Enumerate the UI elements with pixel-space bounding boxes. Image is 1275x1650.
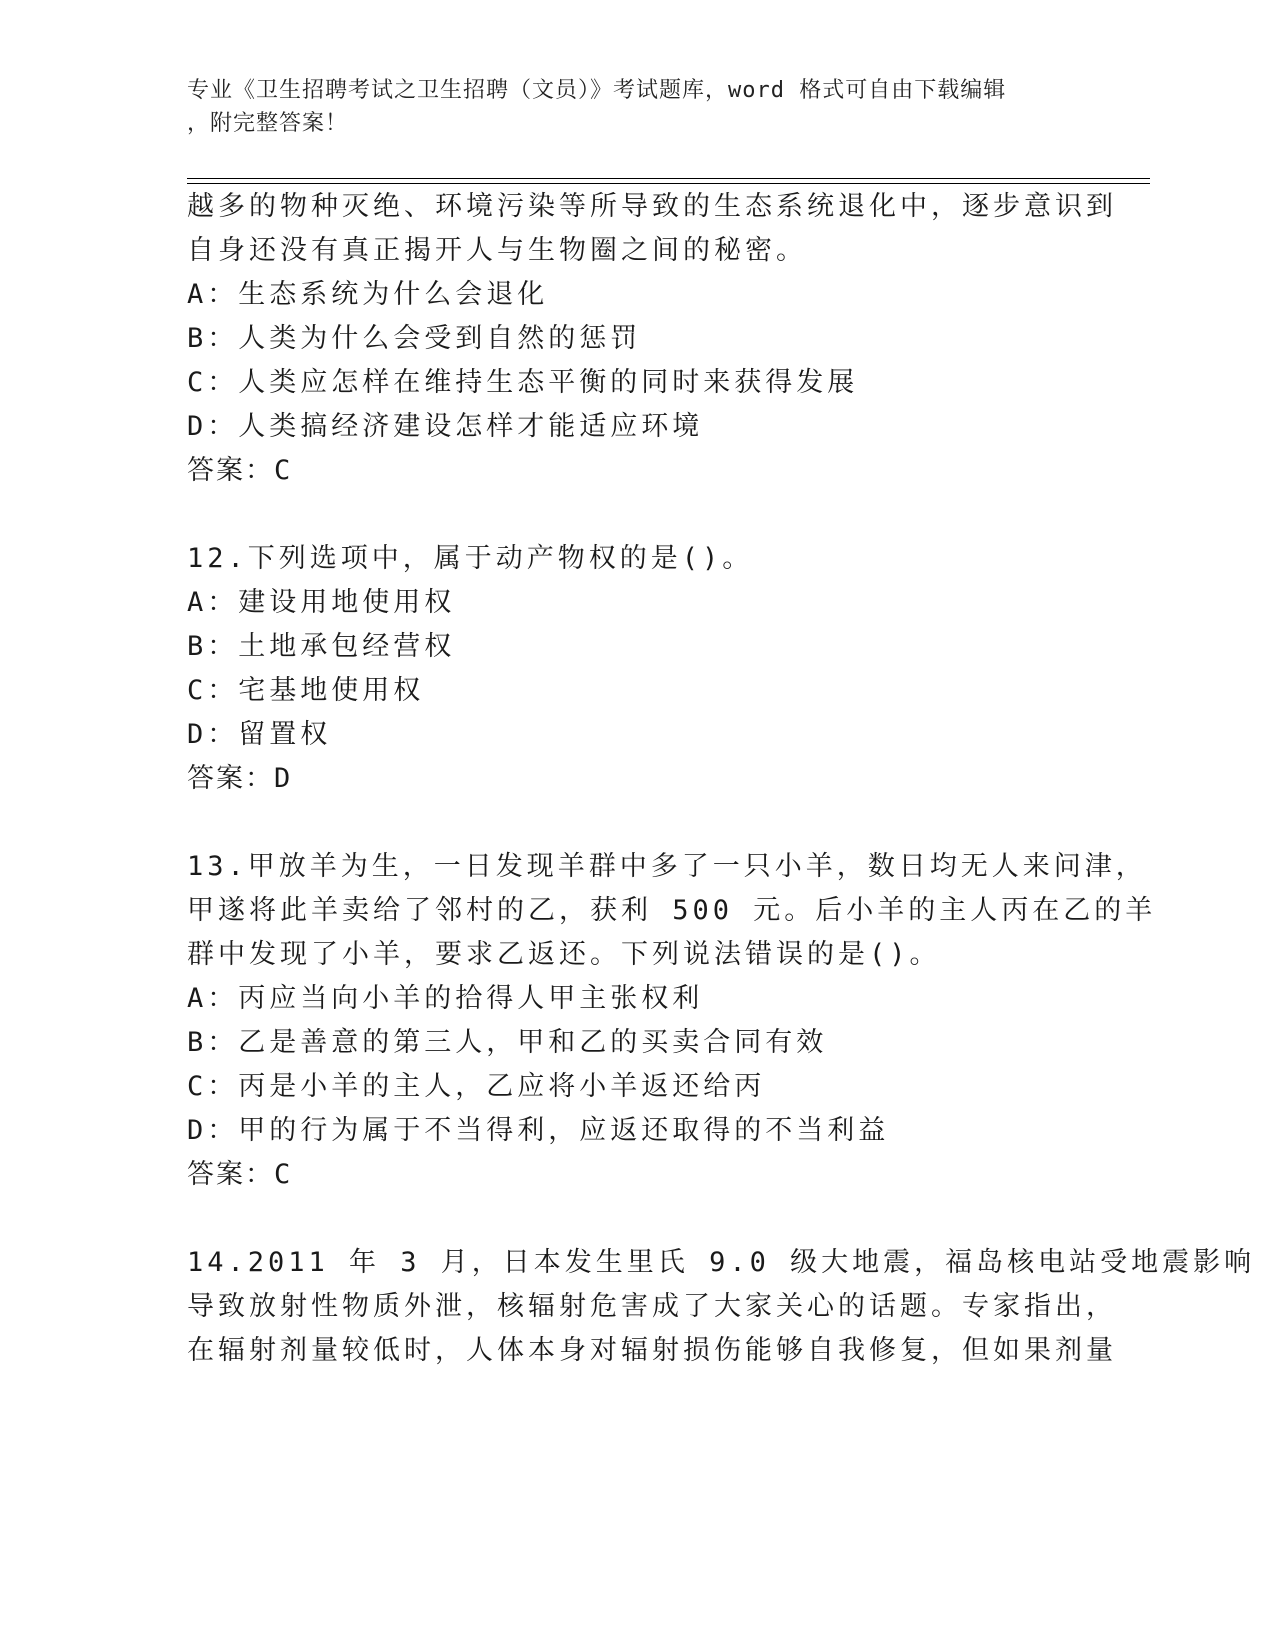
question-13-option-a: A：丙应当向小羊的拾得人甲主张权利: [187, 983, 704, 1014]
question-12-option-b: B：土地承包经营权: [187, 631, 456, 662]
document-header: [187, 74, 1087, 140]
question-13-stem-line-1: 13.甲放羊为生，一日发现羊群中多了一只小羊，数日均无人来问津，: [187, 851, 1147, 882]
question-13-stem-line-3: 群中发现了小羊，要求乙返还。下列说法错误的是()。: [187, 939, 941, 970]
question-11-option-d: D：人类搞经济建设怎样才能适应环境: [187, 411, 704, 442]
question-13-option-c: C：丙是小羊的主人，乙应将小羊返还给丙: [187, 1071, 766, 1102]
question-11-option-c: C：人类应怎样在维持生态平衡的同时来获得发展: [187, 367, 859, 398]
question-12-option-c: C：宅基地使用权: [187, 675, 425, 706]
question-11-text-line-1: 越多的物种灭绝、环境污染等所导致的生态系统退化中，逐步意识到: [187, 191, 1117, 222]
header-line-2: ，附完整答案！: [187, 111, 349, 136]
question-13-option-b: B：乙是善意的第三人，甲和乙的买卖合同有效: [187, 1027, 828, 1058]
question-13-option-d: D：甲的行为属于不当得利，应返还取得的不当利益: [187, 1115, 890, 1146]
question-11-option-b: B：人类为什么会受到自然的惩罚: [187, 323, 642, 354]
question-12-option-d: D：留置权: [187, 719, 332, 750]
question-11-answer: 答案：C: [187, 455, 293, 486]
header-divider-top: [187, 178, 1150, 179]
question-12-option-a: A：建设用地使用权: [187, 587, 456, 618]
question-13-stem-line-2: 甲遂将此羊卖给了邻村的乙，获利 500 元。后小羊的主人丙在乙的羊: [187, 895, 1157, 926]
question-13-answer: 答案：C: [187, 1159, 293, 1190]
header-divider-bottom: [187, 183, 1150, 184]
question-11-text-line-2: 自身还没有真正揭开人与生物圈之间的秘密。: [187, 235, 807, 266]
question-14-stem-line-1: 14.2011 年 3 月，日本发生里氏 9.0 级大地震，福岛核电站受地震影响: [187, 1247, 1256, 1278]
question-11-option-a: A：生态系统为什么会退化: [187, 279, 549, 310]
question-12-answer: 答案：D: [187, 763, 293, 794]
question-14-stem-line-2: 导致放射性物质外泄，核辐射危害成了大家关心的话题。专家指出，: [187, 1291, 1117, 1322]
header-line-1: 专业《卫生招聘考试之卫生招聘（文员）》考试题库，word 格式可自由下载编辑: [187, 78, 1007, 103]
question-14-stem-line-3: 在辐射剂量较低时，人体本身对辐射损伤能够自我修复，但如果剂量: [187, 1335, 1117, 1366]
question-12-stem: 12.下列选项中，属于动产物权的是()。: [187, 543, 754, 574]
